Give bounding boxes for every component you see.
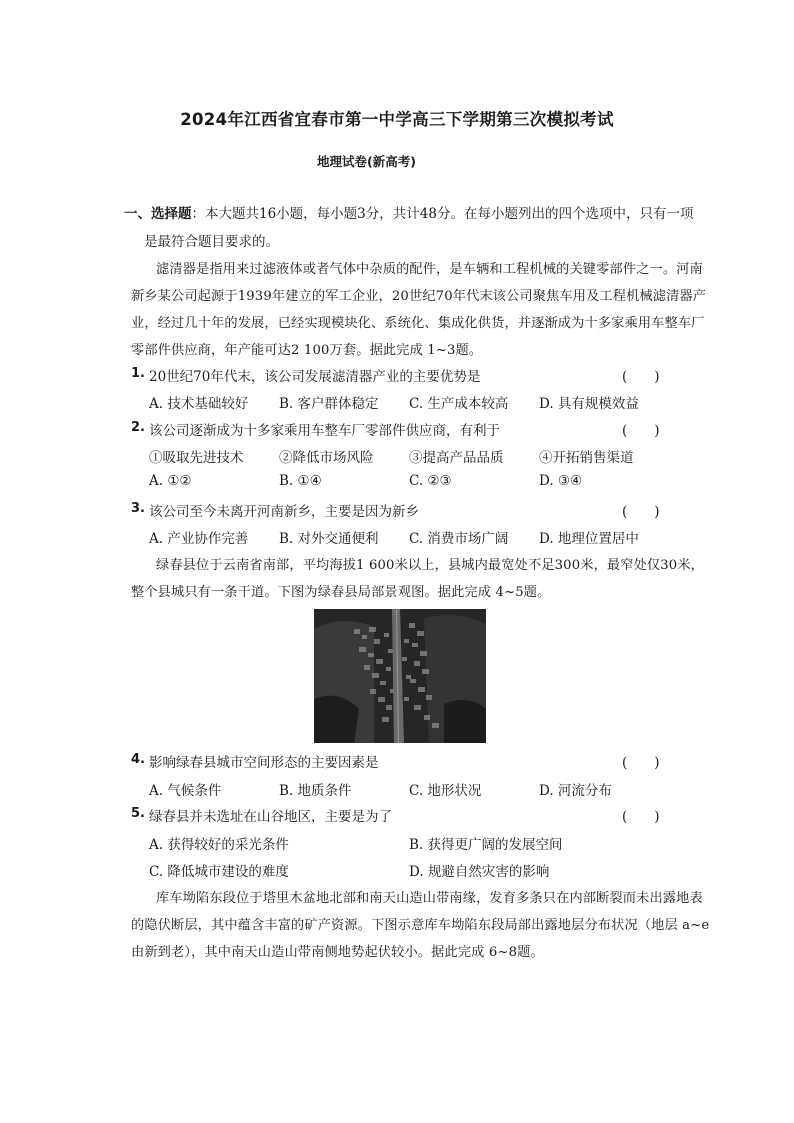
q5-option-d[interactable]: D. 规避自然灾害的影响 bbox=[409, 864, 550, 880]
q5-stem: 绿春县并未选址在山谷地区，主要是为了 bbox=[149, 809, 392, 825]
q4-option-a[interactable]: A. 气候条件 bbox=[149, 783, 222, 799]
page-title: 2024年江西省宜春市第一中学高三下学期第三次模拟考试 bbox=[180, 110, 614, 129]
q2-option-b[interactable]: B. ①④ bbox=[279, 473, 322, 489]
q1-option-d[interactable]: D. 具有规模效益 bbox=[539, 396, 639, 412]
section-instructions-line1: ：本大题共16小题，每小题3分，共计48分。在每小题列出的四个选项中，只有一项 bbox=[191, 206, 694, 222]
q5-number: 5. bbox=[131, 806, 145, 821]
aerial-photo-graphic bbox=[314, 609, 486, 743]
q4-option-c[interactable]: C. 地形状况 bbox=[409, 783, 482, 799]
q4-option-d[interactable]: D. 河流分布 bbox=[539, 783, 612, 799]
q5-option-c[interactable]: C. 降低城市建设的难度 bbox=[149, 864, 289, 880]
q3-stem: 该公司至今未离开河南新乡，主要是因为新乡 bbox=[149, 504, 419, 520]
passage1-line2: 新乡某公司起源于1939年建立的军工企业，20世纪70年代末该公司聚焦车用及工程机械滤清器产 bbox=[131, 289, 707, 304]
passage3-line3: 由新到老），其中南天山造山带南侧地势起伏较小。据此完成 6~8题。 bbox=[131, 945, 544, 960]
passage2-line2: 整个县城只有一条干道。下图为绿春县局部景观图。据此完成 4~5题。 bbox=[131, 585, 551, 600]
county-aerial-photo bbox=[314, 609, 486, 743]
q2-option-c[interactable]: C. ②③ bbox=[409, 473, 452, 489]
passage1-line4: 零部件供应商，年产能可达2 100万套。据此完成 1~3题。 bbox=[131, 343, 483, 358]
q4-option-b[interactable]: B. 地质条件 bbox=[279, 783, 352, 799]
q3-number: 3. bbox=[131, 501, 145, 516]
q2-option-a[interactable]: A. ①② bbox=[149, 473, 192, 489]
q5-answer-blank[interactable]: ( ) bbox=[622, 809, 660, 825]
q3-option-b[interactable]: B. 对外交通便利 bbox=[279, 531, 379, 547]
q3-option-d[interactable]: D. 地理位置居中 bbox=[539, 531, 639, 547]
passage2-line1: 绿春县位于云南省南部，平均海拔1 600米以上，县城内最宽处不足300米，最窄处仅30米， bbox=[156, 558, 705, 573]
passage3-line2: 的隐伏断层，其中蕴含丰富的矿产资源。下图示意库车坳陷东段局部出露地层分布状况（地层 a~e bbox=[131, 918, 710, 933]
section-instructions-line2: 是最符合题目要求的。 bbox=[144, 234, 279, 250]
q4-number: 4. bbox=[131, 752, 145, 767]
q2-item-4: ④开拓销售渠道 bbox=[539, 450, 634, 466]
q1-option-a[interactable]: A. 技术基础较好 bbox=[149, 396, 249, 412]
q5-option-b[interactable]: B. 获得更广阔的发展空间 bbox=[409, 837, 563, 853]
q2-option-d[interactable]: D. ③④ bbox=[539, 473, 583, 489]
q5-option-a[interactable]: A. 获得较好的采光条件 bbox=[149, 837, 289, 853]
passage3-line1: 库车坳陷东段位于塔里木盆地北部和南天山造山带南缘，发育多条只在内部断裂而未出露地表 bbox=[156, 891, 703, 906]
q1-number: 1. bbox=[131, 366, 145, 381]
q4-stem: 影响绿春县城市空间形态的主要因素是 bbox=[149, 755, 379, 771]
q1-option-c[interactable]: C. 生产成本较高 bbox=[409, 396, 509, 412]
q1-answer-blank[interactable]: ( ) bbox=[622, 369, 660, 385]
q1-option-b[interactable]: B. 客户群体稳定 bbox=[279, 396, 379, 412]
passage1-line1: 滤清器是指用来过滤液体或者气体中杂质的配件，是车辆和工程机械的关键零部件之一。河南 bbox=[156, 262, 703, 277]
q2-item-2: ②降低市场风险 bbox=[279, 450, 374, 466]
q2-answer-blank[interactable]: ( ) bbox=[622, 423, 660, 439]
q4-answer-blank[interactable]: ( ) bbox=[622, 755, 660, 771]
passage1-line3: 业，经过几十年的发展，已经实现模块化、系统化、集成化供货，并逐渐成为十多家乘用车整车厂 bbox=[131, 316, 705, 331]
section-heading: 一、选择题 bbox=[124, 206, 192, 222]
q3-option-a[interactable]: A. 产业协作完善 bbox=[149, 531, 249, 547]
q2-number: 2. bbox=[131, 420, 145, 435]
q2-stem: 该公司逐渐成为十多家乘用车整车厂零部件供应商，有利于 bbox=[149, 423, 500, 439]
q3-answer-blank[interactable]: ( ) bbox=[622, 504, 660, 520]
q1-stem: 20世纪70年代末，该公司发展滤清器产业的主要优势是 bbox=[149, 369, 481, 385]
q2-item-1: ①吸取先进技术 bbox=[149, 450, 244, 466]
section-heading-line1 bbox=[124, 202, 693, 222]
page-subtitle: 地理试卷(新高考) bbox=[317, 154, 416, 169]
q2-item-3: ③提高产品品质 bbox=[409, 450, 504, 466]
q3-option-c[interactable]: C. 消费市场广阔 bbox=[409, 531, 509, 547]
